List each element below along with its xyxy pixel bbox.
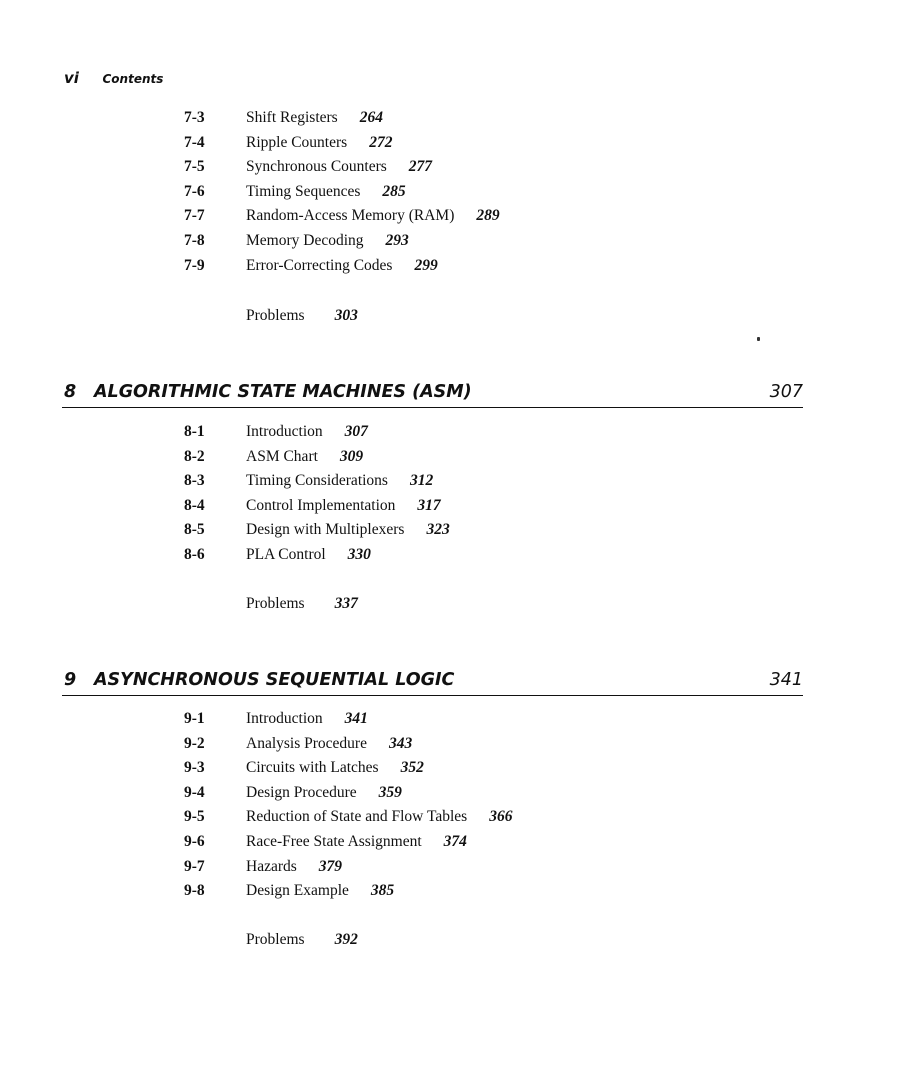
section-page: 277 — [408, 158, 433, 176]
section-title: Shift Registers — [246, 109, 338, 126]
section-title: Design with Multiplexers — [246, 521, 405, 539]
section-number: 8-4 — [184, 496, 205, 514]
section-number: 7-6 — [184, 182, 205, 200]
toc-entry[interactable] — [0, 805, 916, 830]
toc-entry[interactable] — [0, 445, 916, 470]
section-number: 8-3 — [184, 472, 205, 490]
section-title: ASM Chart — [246, 447, 318, 465]
section-page: 352 — [400, 759, 424, 777]
section-number: 7-4 — [184, 133, 205, 151]
section-number: 8-6 — [184, 545, 205, 563]
section-title: PLA Control — [246, 545, 326, 563]
section-number: 8-5 — [184, 521, 205, 539]
section-page: 323 — [426, 521, 450, 539]
chapter9-section-list — [0, 707, 916, 904]
toc-entry[interactable] — [0, 469, 916, 494]
problems-entry[interactable] — [246, 304, 358, 328]
section-number: 7-3 — [184, 109, 205, 126]
section-title: Introduction — [246, 710, 323, 727]
chapter-heading[interactable] — [62, 669, 803, 696]
section-number: 9-2 — [184, 734, 205, 752]
section-title: Hazards — [246, 857, 297, 875]
section-number: 7-7 — [184, 207, 205, 225]
problems-label: Problems — [246, 931, 305, 948]
section-page: 264 — [359, 109, 383, 126]
section-number: 7-5 — [184, 158, 205, 176]
chapter-heading[interactable] — [62, 381, 803, 408]
toc-entry[interactable] — [0, 855, 916, 880]
section-number: 7-9 — [184, 256, 205, 274]
chapter-title: ALGORITHMIC STATE MACHINES (ASM) — [94, 382, 472, 402]
toc-entry[interactable] — [0, 155, 916, 180]
section-title: Race-Free State Assignment — [246, 832, 422, 850]
chapter-title: ASYNCHRONOUS SEQUENTIAL LOGIC — [94, 670, 455, 690]
section-title: Analysis Procedure — [246, 734, 367, 752]
section-number: 8-1 — [184, 423, 205, 440]
chapter7-section-list — [0, 106, 916, 278]
section-title: Control Implementation — [246, 496, 396, 514]
section-number: 8-2 — [184, 447, 205, 465]
section-title: Ripple Counters — [246, 133, 348, 151]
problems-page: 392 — [334, 931, 358, 948]
problems-label: Problems — [246, 307, 305, 324]
toc-entry[interactable] — [0, 781, 916, 806]
toc-entry[interactable] — [0, 543, 916, 568]
toc-entry[interactable] — [0, 254, 916, 279]
section-page: 379 — [318, 857, 343, 875]
toc-entry[interactable] — [0, 420, 916, 445]
section-number: 9-4 — [184, 783, 205, 801]
running-head-label: Contents — [102, 72, 164, 86]
section-page: 272 — [369, 133, 393, 151]
section-title: Timing Sequences — [246, 182, 361, 200]
section-page: 341 — [344, 710, 368, 727]
section-title: Synchronous Counters — [246, 158, 387, 176]
running-head — [64, 68, 163, 87]
section-title: Introduction — [246, 423, 323, 440]
problems-entry[interactable] — [246, 928, 358, 952]
section-title: Design Example — [246, 882, 349, 900]
section-title: Random-Access Memory (RAM) — [246, 207, 455, 225]
section-page: 330 — [347, 545, 371, 563]
section-page: 289 — [476, 207, 500, 225]
section-page: 293 — [385, 231, 409, 249]
toc-entry[interactable] — [0, 229, 916, 254]
section-page: 307 — [344, 423, 368, 440]
section-page: 343 — [388, 734, 413, 752]
section-title: Timing Considerations — [246, 472, 388, 490]
section-title: Error-Correcting Codes — [246, 256, 393, 274]
section-page: 312 — [409, 472, 434, 490]
section-number: 9-1 — [184, 710, 205, 727]
chapter-page: 307 — [769, 382, 803, 402]
section-page: 299 — [414, 256, 438, 274]
toc-entry[interactable] — [0, 180, 916, 205]
section-number: 9-5 — [184, 808, 205, 826]
section-number: 9-3 — [184, 759, 205, 777]
section-title: Circuits with Latches — [246, 759, 379, 777]
toc-entry[interactable] — [0, 494, 916, 519]
section-title: Memory Decoding — [246, 231, 364, 249]
toc-entry[interactable] — [0, 106, 916, 131]
toc-entry[interactable] — [0, 879, 916, 904]
section-page: 285 — [382, 182, 406, 200]
toc-entry[interactable] — [0, 707, 916, 732]
section-page: 385 — [370, 882, 395, 900]
problems-entry[interactable] — [246, 592, 358, 616]
toc-entry[interactable] — [0, 732, 916, 757]
section-number: 7-8 — [184, 231, 205, 249]
problems-page: 303 — [334, 307, 358, 324]
problems-page: 337 — [334, 595, 358, 612]
section-page: 359 — [378, 783, 402, 801]
problems-label: Problems — [246, 595, 305, 612]
section-page: 317 — [417, 496, 441, 514]
toc-entry[interactable] — [0, 756, 916, 781]
chapter-page: 341 — [769, 670, 803, 690]
chapter-number: 8 — [64, 382, 77, 402]
page-folio: vi — [64, 69, 79, 87]
section-page: 309 — [339, 447, 364, 465]
section-number: 9-7 — [184, 857, 205, 875]
section-title: Design Procedure — [246, 783, 357, 801]
scan-speck — [757, 337, 760, 341]
chapter8-section-list — [0, 420, 916, 568]
section-number: 9-8 — [184, 882, 205, 900]
section-number: 9-6 — [184, 832, 205, 850]
toc-entry[interactable] — [0, 830, 916, 855]
toc-entry[interactable] — [0, 131, 916, 156]
toc-entry[interactable] — [0, 204, 916, 229]
section-page: 366 — [489, 808, 513, 826]
section-title: Reduction of State and Flow Tables — [246, 808, 468, 826]
toc-entry[interactable] — [0, 518, 916, 543]
section-page: 374 — [443, 832, 467, 850]
chapter-number: 9 — [64, 670, 77, 690]
